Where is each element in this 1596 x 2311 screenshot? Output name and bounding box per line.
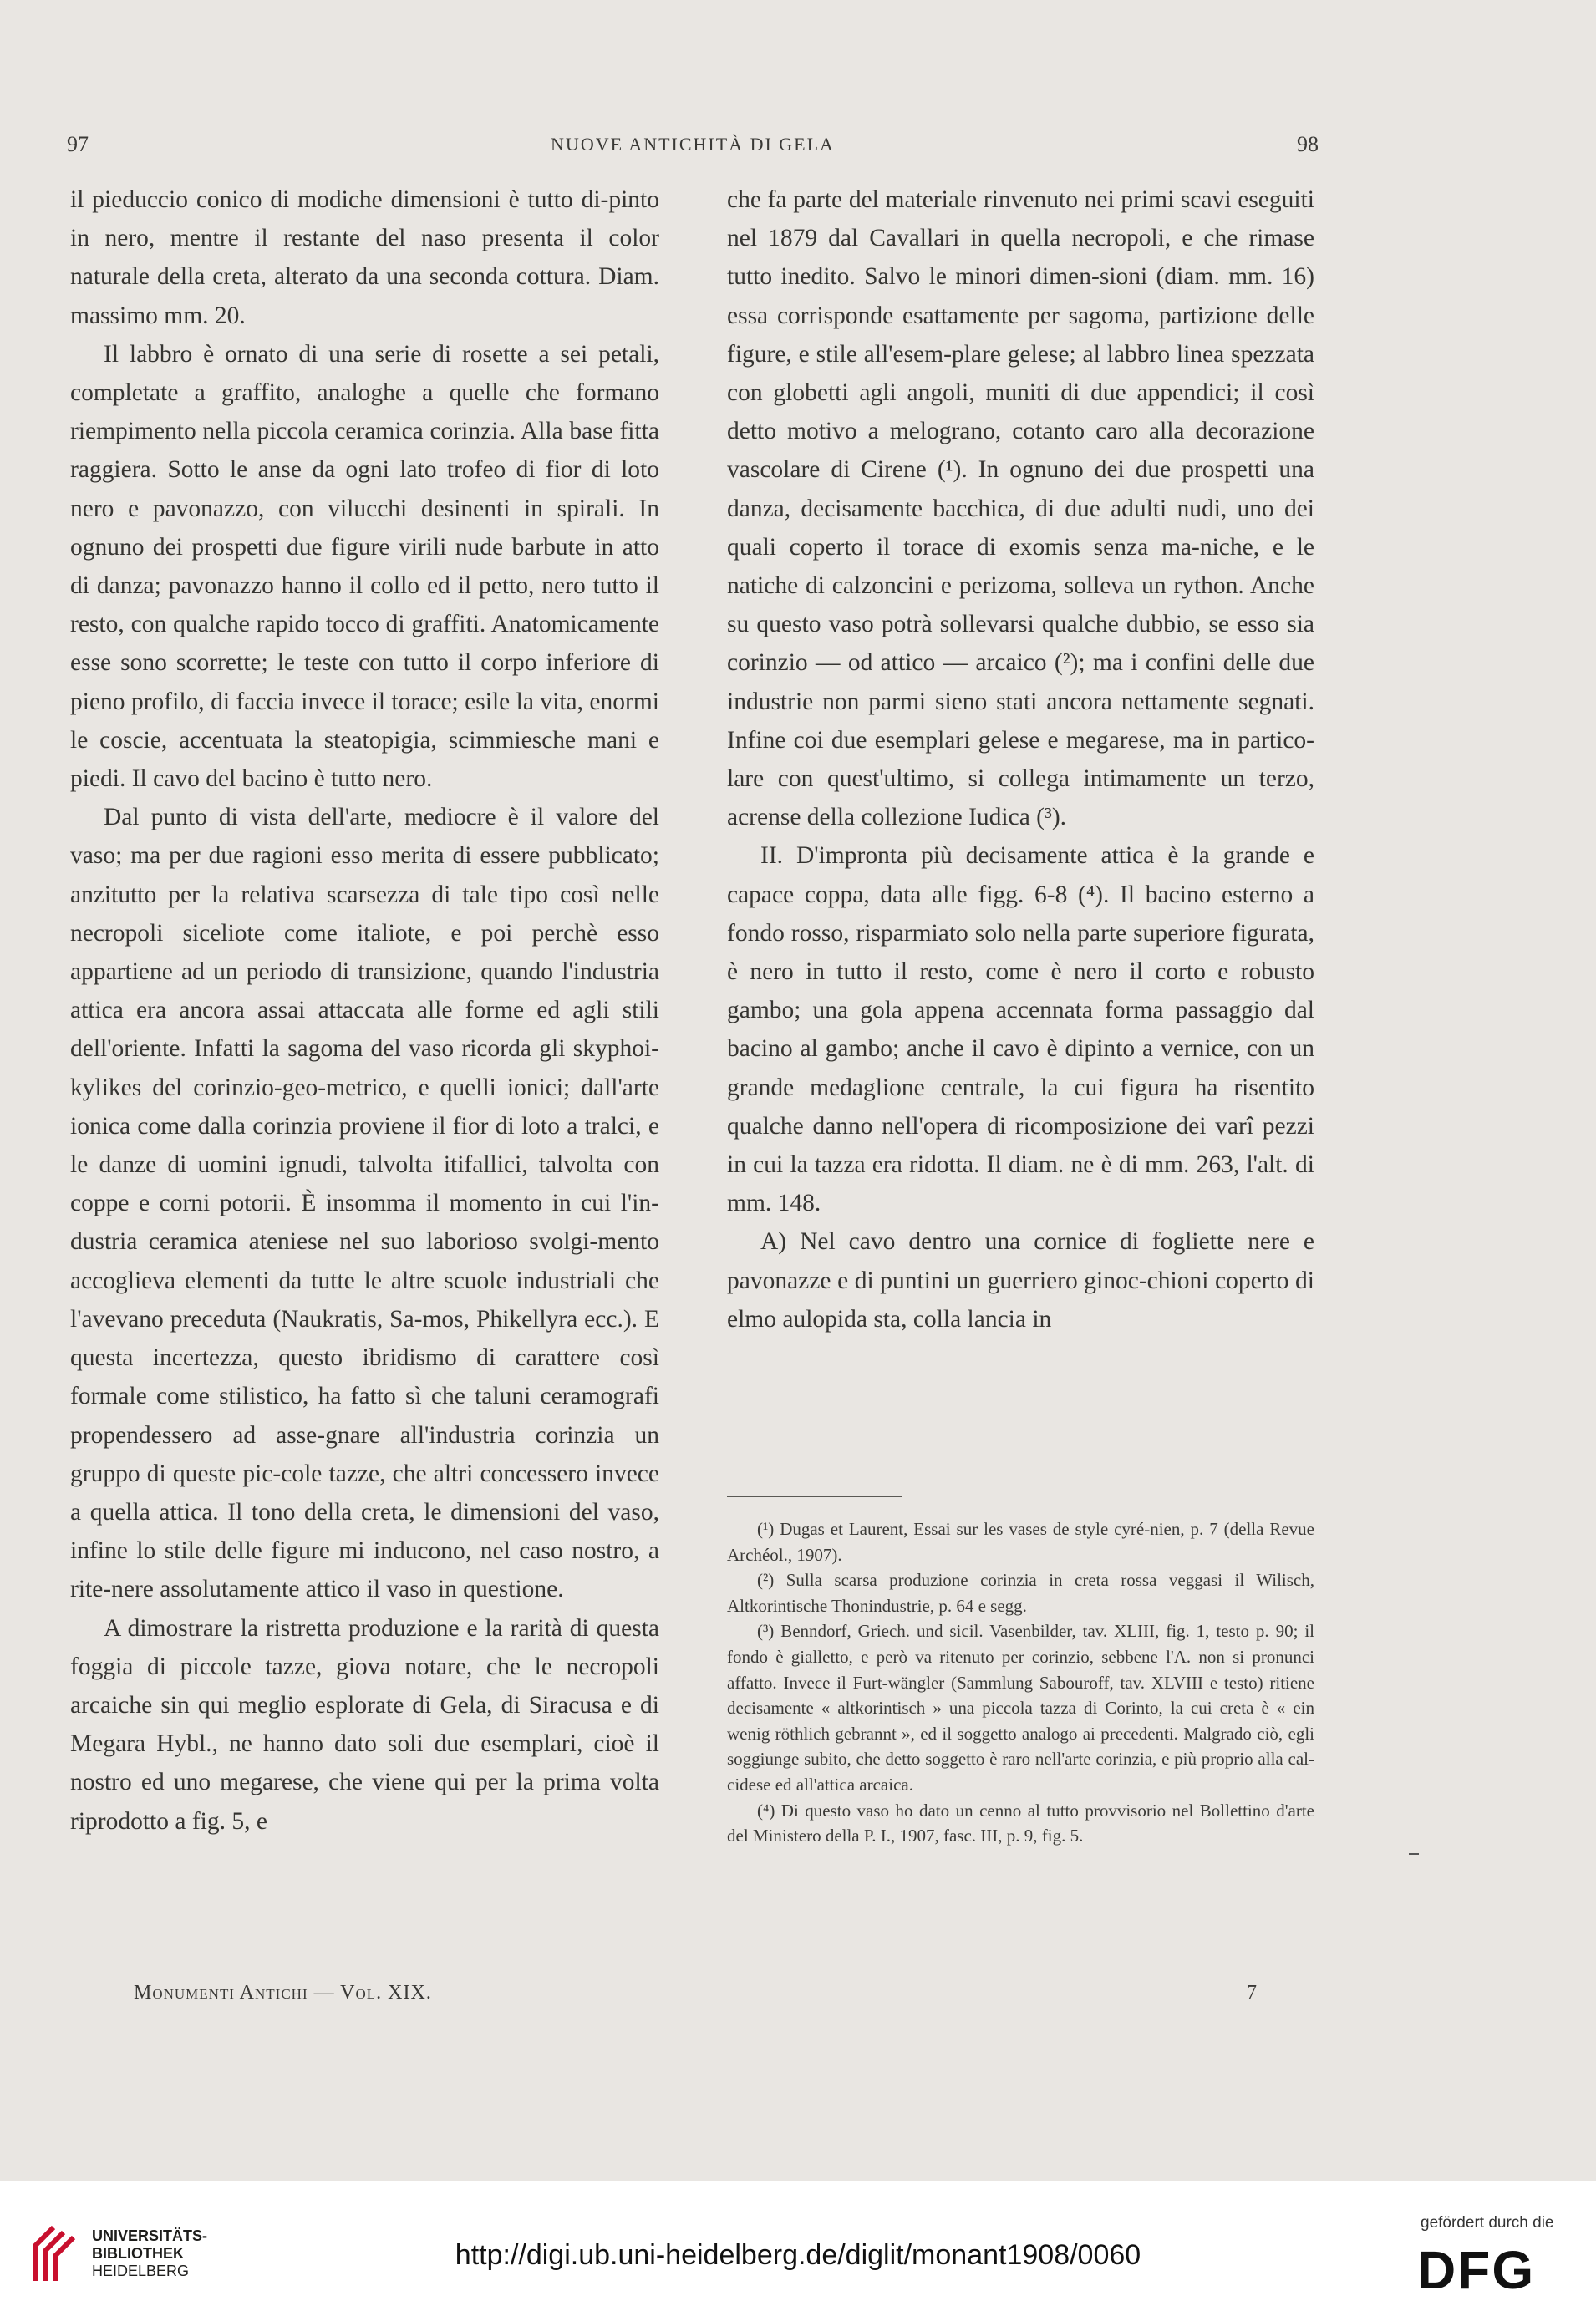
permalink[interactable]: http://digi.ub.uni-heidelberg.de/diglit/monant1908/0060 — [455, 2239, 1141, 2271]
right-column — [727, 180, 1314, 1338]
footnote-rule — [727, 1496, 902, 1497]
paragraph: A dimostrare la ristretta produzione e la rarità di questa foggia di piccole tazze, giova notare, che le necropoli arcaiche sin qui meglio esplorate di Gela, di Siracusa e di Megara Hybl., ne hanno dato soli due esemplari, cioè il nostro ed uno megarese, che viene qui per la prima volta riprodotto a fig. 5, e — [70, 1614, 659, 1835]
footnotes — [727, 1516, 1314, 1849]
funding-label: gefördert durch die — [1421, 2214, 1554, 2232]
paragraph: che fa parte del materiale rinvenuto nei primi scavi eseguiti nel 1879 dal Cavallari in quella necropoli, e che rimase tutto inedito. Salvo le minori dimen-sioni (diam. mm. 16) essa corrisponde esattamente per sagoma, partizione delle figure, e stile all'esem-plare gelese; al labbro linea spezzata con globetti agli angoli, muniti di due appendici; il così detto motivo a melograno, cotanto caro alla decorazione vascolare di Cirene (¹). In ognuno dei due prospetti una danza, decisamente bacchica, di due adulti nudi, uno dei quali coperto il torace di exomis senza ma-niche, e le natiche di calzoncini e perizoma, solleva un rython. Anche su questo vaso potrà sollevarsi qualche dubbio, se esso sia corinzio — od attico — arcaico (²); ma i confini delle due industrie non parmi sieno stati ancora nettamente segnati. Infine coi due esemplari gelese e megarese, ma in partico-lare con quest'ultimo, si collega intimamente un terzo, acrense della collezione Iudica (³). — [727, 186, 1314, 831]
viewer-footer — [0, 2181, 1596, 2311]
running-title: NUOVE ANTICHITÀ DI GELA — [551, 134, 835, 155]
left-column — [70, 180, 659, 1841]
library-name: UNIVERSITÄTS- BIBLIOTHEK HEIDELBERG — [92, 2227, 208, 2279]
footnote: (⁴) Di questo vaso ho dato un cenno al tutto provvisorio nel Bollettino d'arte del Ministero della P. I., 1907, fasc. III, p. 9, fig. 5. — [727, 1800, 1314, 1846]
footnote: (³) Benndorf, Griech. und sicil. Vasenbilder, tav. XLIII, fig. 1, testo p. 90; il fondo è gialletto, e però va ritenuto per corinzio, sebbene l'A. non si pronunci affatto. Invece il Furt-wängler (Sammlung Sabouroff, tav. XLVIII e testo) ritiene decisamente « altkorintisch » una piccola tazza di Corinto, la cui creta è « ein wenig röthlich gebrannt », ed il soggetto analogo ai precedenti. Malgrado ciò, egli soggiunge subito, che detto soggetto è raro nell'arte corinzia, e più proprio alla cal-cidese ed all'attica arcaica. — [727, 1621, 1314, 1795]
margin-mark — [1409, 1853, 1419, 1855]
paragraph: Dal punto di vista dell'arte, mediocre è il valore del vaso; ma per due ragioni esso merita di essere pubblicato; anzitutto per la relativa scarsezza di tale tipo così nelle necropoli siceliote come italiote, e poi perchè esso appartiene ad un periodo di transizione, quando l'industria attica era ancora assai attaccata alle forme ed agli stili dell'oriente. Infatti la sagoma del vaso ricorda gli skyphoi-kylikes del corinzio-geo-metrico, e quelli ionici; dall'arte ionica come dalla corinzia proviene il fior di loto a tralci, e le danze di uomini ignudi, talvolta itifallici, talvolta con coppe e corni potorii. È insomma il momento in cui l'in-dustria ceramica ateniese nel suo laborioso svolgi-mento accoglieva elementi da tutte le altre scuole industriali che l'avevano preceduta (Naukratis, Sa-mos, Phikellyra ecc.). E questa incertezza, questo ibridismo di carattere così formale come stilistico, ha fatto sì che taluni ceramografi propendessero ad asse-gnare all'industria corinzia un gruppo di queste pic-cole tazze, che altri concessero invece a quella attica. Il tono della creta, le dimensioni del vaso, infine lo stile delle figure mi inducono, nel caso nostro, a rite-nere assolutamente attico il vaso in questione. — [70, 804, 659, 1603]
paragraph: il pieduccio conico di modiche dimensioni è tutto di-pinto in nero, mentre il restante del naso presenta il color naturale della creta, alterato da una seconda cottura. Diam. massimo mm. 20. — [70, 186, 659, 329]
left-page-number: 97 — [67, 132, 89, 156]
volume-signature: Monumenti Antichi — Vol. XIX. — [134, 1982, 432, 2004]
footnote: (¹) Dugas et Laurent, Essai sur les vases de style cyré-nien, p. 7 (della Revue Archéol., 1907). — [727, 1519, 1314, 1565]
right-page-number: 98 — [1297, 132, 1319, 156]
paragraph: II. D'impronta più decisamente attica è la grande e capace coppa, data alle figg. 6-8 (⁴). Il bacino esterno a fondo rosso, risparmiato solo nella parte superiore figurata, è nero in tutto il resto, come è nero il corto e robusto gambo; una gola appena accennata forma passaggio dal bacino al gambo; anche il cavo è dipinto a vernice, con un grande medaglione centrale, la cui figura ha risentito qualche danno nell'opera di ricomposizione dei varî pezzi in cui la tazza era ridotta. Il diam. ne è di mm. 263, l'alt. di mm. 148. — [727, 842, 1314, 1217]
paragraph: A) Nel cavo dentro una cornice di fogliette nere e pavonazze e di puntini un guerriero ginoc-chioni coperto di elmo aulopida sta, colla lancia in — [727, 1228, 1314, 1333]
dfg-logo: DFG — [1417, 2240, 1536, 2300]
sheet-number: 7 — [1247, 1982, 1257, 2004]
footnote: (²) Sulla scarsa produzione corinzia in creta rossa veggasi il Wilisch, Altkorintische Thonindustrie, p. 64 e segg. — [727, 1570, 1314, 1616]
paragraph: Il labbro è ornato di una serie di rosette a sei petali, completate a graffito, analoghe a quelle che formano riempimento nella piccola ceramica corinzia. Alla base fitta raggiera. Sotto le anse da ogni lato trofeo di fior di loto nero e pavonazzo, con vilucchi desinenti in spirali. In ognuno dei prospetti due figure virili nude barbute in atto di danza; pavonazzo hanno il collo ed il petto, nero tutto il resto, con qualche rapido tocco di graffiti. Anatomicamente esse sono scorrette; le teste con tutto il corpo inferiore di pieno profilo, di faccia invece il torace; esile la vita, enormi le coscie, accentuata la steatopigia, scimmiesche mani e piedi. Il cavo del bacino è tutto nero. — [70, 340, 659, 793]
